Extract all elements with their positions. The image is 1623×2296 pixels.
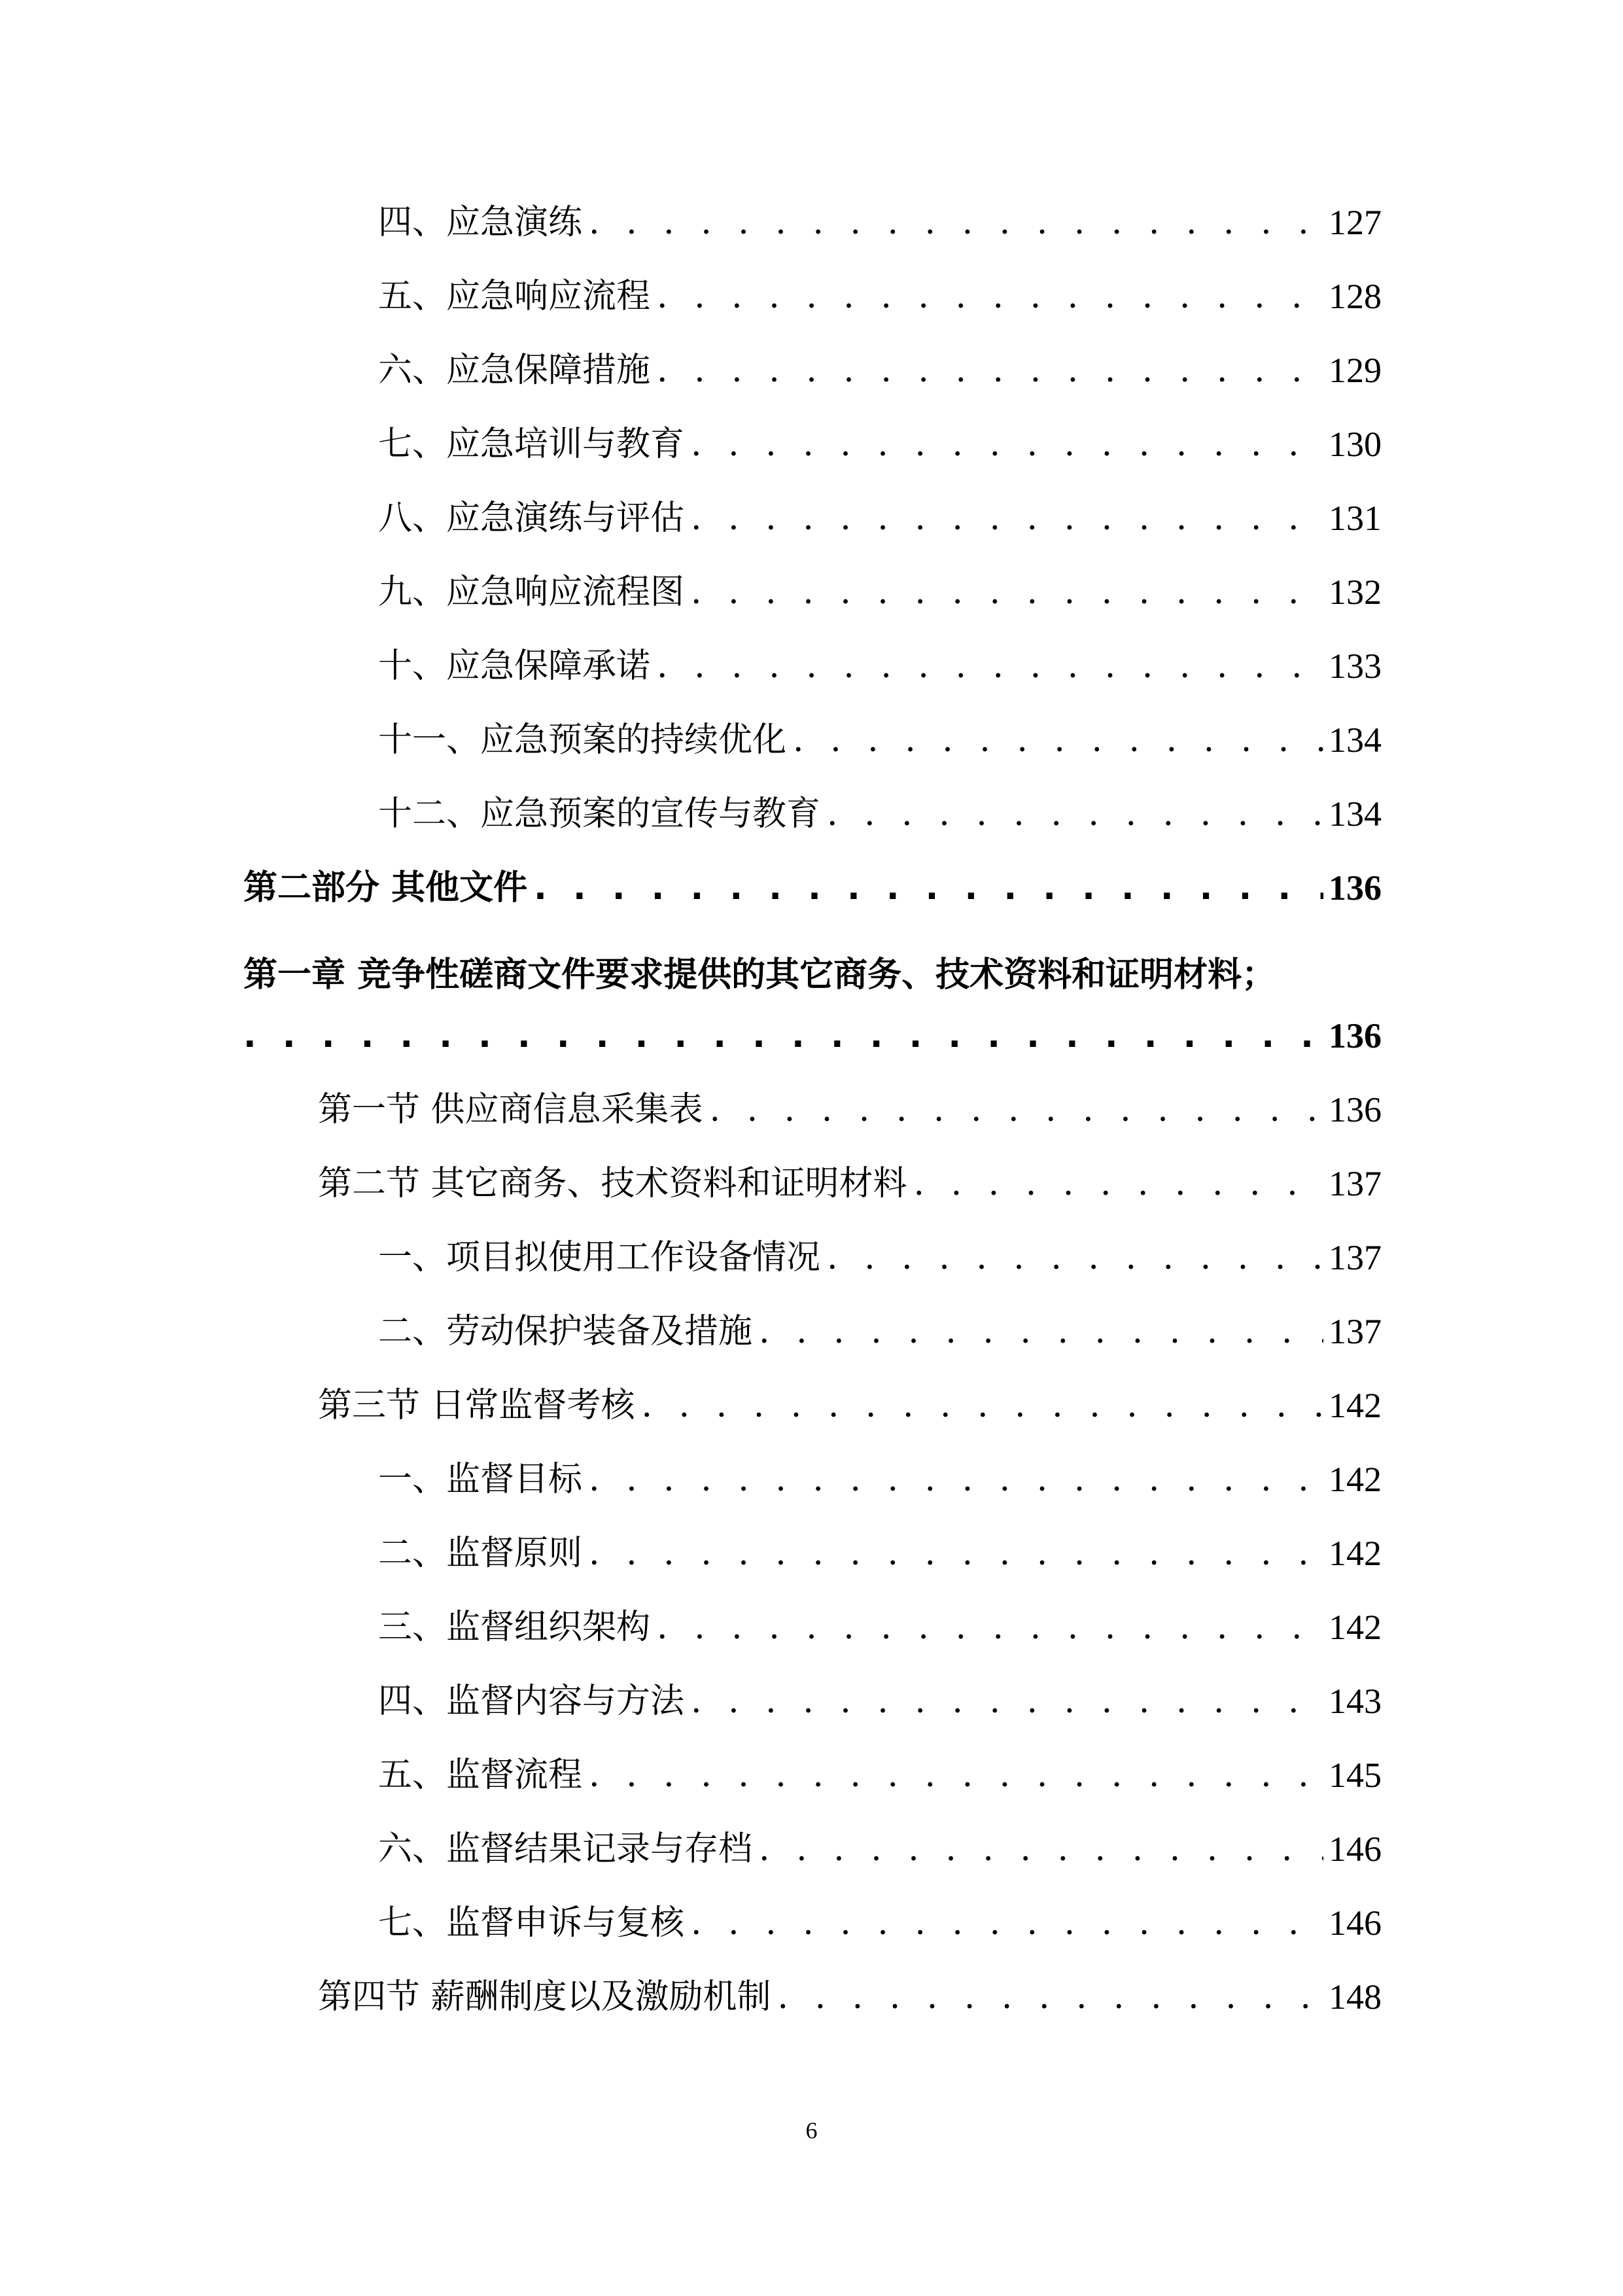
toc-leader-dots [657,344,1323,397]
toc-leader-dots [589,1527,1323,1580]
toc-entry-label: 一、项目拟使用工作设备情况 [378,1238,821,1277]
toc-leader-dots [691,566,1323,618]
toc-entry[interactable] [378,1816,1382,1875]
toc-leader-dots [657,640,1323,692]
toc-entry[interactable] [378,781,1382,840]
toc-chapter-label[interactable]: 第一章 竞争性磋商文件要求提供的其它商务、技术资料和证明材料； [243,955,1276,995]
toc-entry-label: 一、监督目标 [378,1460,583,1499]
toc-entry[interactable] [378,1521,1382,1580]
toc-leader-dots [827,1231,1323,1284]
toc-part-entry[interactable] [243,855,1382,914]
toc-entry[interactable] [378,1742,1382,1801]
toc-section-entry[interactable] [318,1077,1382,1136]
toc-entry[interactable] [378,633,1382,692]
toc-leader-dots [778,1971,1323,2023]
toc-entry[interactable] [378,412,1382,470]
toc-entry-page: 142 [1329,1608,1382,1647]
toc-entry-page: 142 [1329,1386,1382,1425]
toc-entry-label: 四、监督内容与方法 [378,1682,685,1721]
toc-leader-dots [759,1823,1323,1875]
toc-leader-dots [657,270,1323,323]
toc-entry-label: 六、应急保障措施 [378,351,651,390]
toc-section-entry[interactable] [318,1373,1382,1432]
toc-entry-page: 131 [1329,499,1382,538]
toc-entry-page: 129 [1329,351,1382,390]
toc-entry-label: 五、监督流程 [378,1756,583,1795]
toc-entry[interactable] [378,486,1382,544]
toc-entry-page: 134 [1329,720,1382,760]
toc-leader-dots [691,492,1323,544]
toc-entry-page: 143 [1329,1682,1382,1721]
toc-entry-label: 六、监督结果记录与存档 [378,1829,753,1869]
toc-entry-page: 142 [1329,1534,1382,1573]
toc-entry-label: 十、应急保障承诺 [378,646,651,686]
toc-leader-dots [793,714,1323,766]
toc-entry-label: 第一节 供应商信息采集表 [318,1090,703,1129]
toc-entry-page: 133 [1329,646,1382,686]
toc-entry-label: 四、应急演练 [378,203,583,242]
toc-leader-dots [710,1084,1323,1136]
toc-entry-page: 145 [1329,1756,1382,1795]
toc-entry-page: 137 [1329,1238,1382,1277]
toc-entry-page: 148 [1329,1977,1382,2017]
toc-entry-label: 二、监督原则 [378,1534,583,1573]
toc-entry-label: 八、应急演练与评估 [378,499,685,538]
toc-part-label: 第二部分 其他文件 [243,868,528,908]
toc-entry[interactable] [378,264,1382,323]
toc-chapter-page: 136 [1329,1016,1382,1055]
toc-section-entry[interactable] [318,1964,1382,2023]
toc-leader-dots [589,1749,1323,1801]
toc-entry-label: 三、监督组织架构 [378,1608,651,1647]
toc-entry-page: 146 [1329,1829,1382,1869]
toc-entry-page: 134 [1329,794,1382,834]
toc-entry-label: 二、劳动保护装备及措施 [378,1312,753,1351]
toc-leader-dots [589,1453,1323,1506]
toc-leader-dots [691,418,1323,470]
toc-leader-dots [691,1897,1323,1949]
toc-leader-dots [759,1305,1323,1358]
toc-entry-label: 第三节 日常监督考核 [318,1386,635,1425]
toc-entry[interactable] [378,1595,1382,1653]
toc-entry-page: 136 [1329,1090,1382,1129]
toc-entry-label: 第四节 薪酬制度以及激励机制 [318,1977,771,2017]
toc-entry-label: 五、应急响应流程 [378,277,651,316]
toc-entry[interactable] [378,559,1382,618]
toc-entry-page: 137 [1329,1312,1382,1351]
toc-entry-label: 十二、应急预案的宣传与教育 [378,794,821,834]
toc-entry[interactable] [378,190,1382,249]
toc-leader-dots [589,196,1323,249]
toc-entry[interactable] [378,1225,1382,1284]
toc-entry-page: 142 [1329,1460,1382,1499]
toc-leader-dots [691,1675,1323,1727]
toc-entry-page: 132 [1329,573,1382,612]
page-number: 6 [805,2117,818,2144]
toc-entry-label: 九、应急响应流程图 [378,573,685,612]
toc-entry[interactable] [378,1447,1382,1506]
toc-entry[interactable] [378,707,1382,766]
toc-leader-dots [534,862,1323,914]
toc-entry-page: 137 [1329,1164,1382,1203]
toc-leader-dots [642,1379,1323,1432]
toc-entry[interactable] [378,1669,1382,1727]
toc-entry-label: 十一、应急预案的持续优化 [378,720,787,760]
toc-section-entry[interactable] [318,1151,1382,1210]
toc-entry-page: 127 [1329,203,1382,242]
toc-leader-dots [243,1010,1323,1062]
toc-chapter-entry[interactable] [243,1003,1382,1062]
toc-leader-dots [827,788,1323,840]
toc-entry-label: 七、监督申诉与复核 [378,1903,685,1943]
toc-entry[interactable] [378,1299,1382,1358]
toc-entry-label: 第二节 其它商务、技术资料和证明材料 [318,1164,907,1203]
toc-entry-label: 七、应急培训与教育 [378,425,685,464]
toc-leader-dots [657,1601,1323,1653]
toc-entry-page: 146 [1329,1903,1382,1943]
toc-entry[interactable] [378,338,1382,397]
toc-leader-dots [914,1157,1323,1210]
toc-entry-page: 130 [1329,425,1382,464]
toc-entry[interactable] [378,1890,1382,1949]
toc-entry-page: 128 [1329,277,1382,316]
toc-part-page: 136 [1329,868,1382,908]
